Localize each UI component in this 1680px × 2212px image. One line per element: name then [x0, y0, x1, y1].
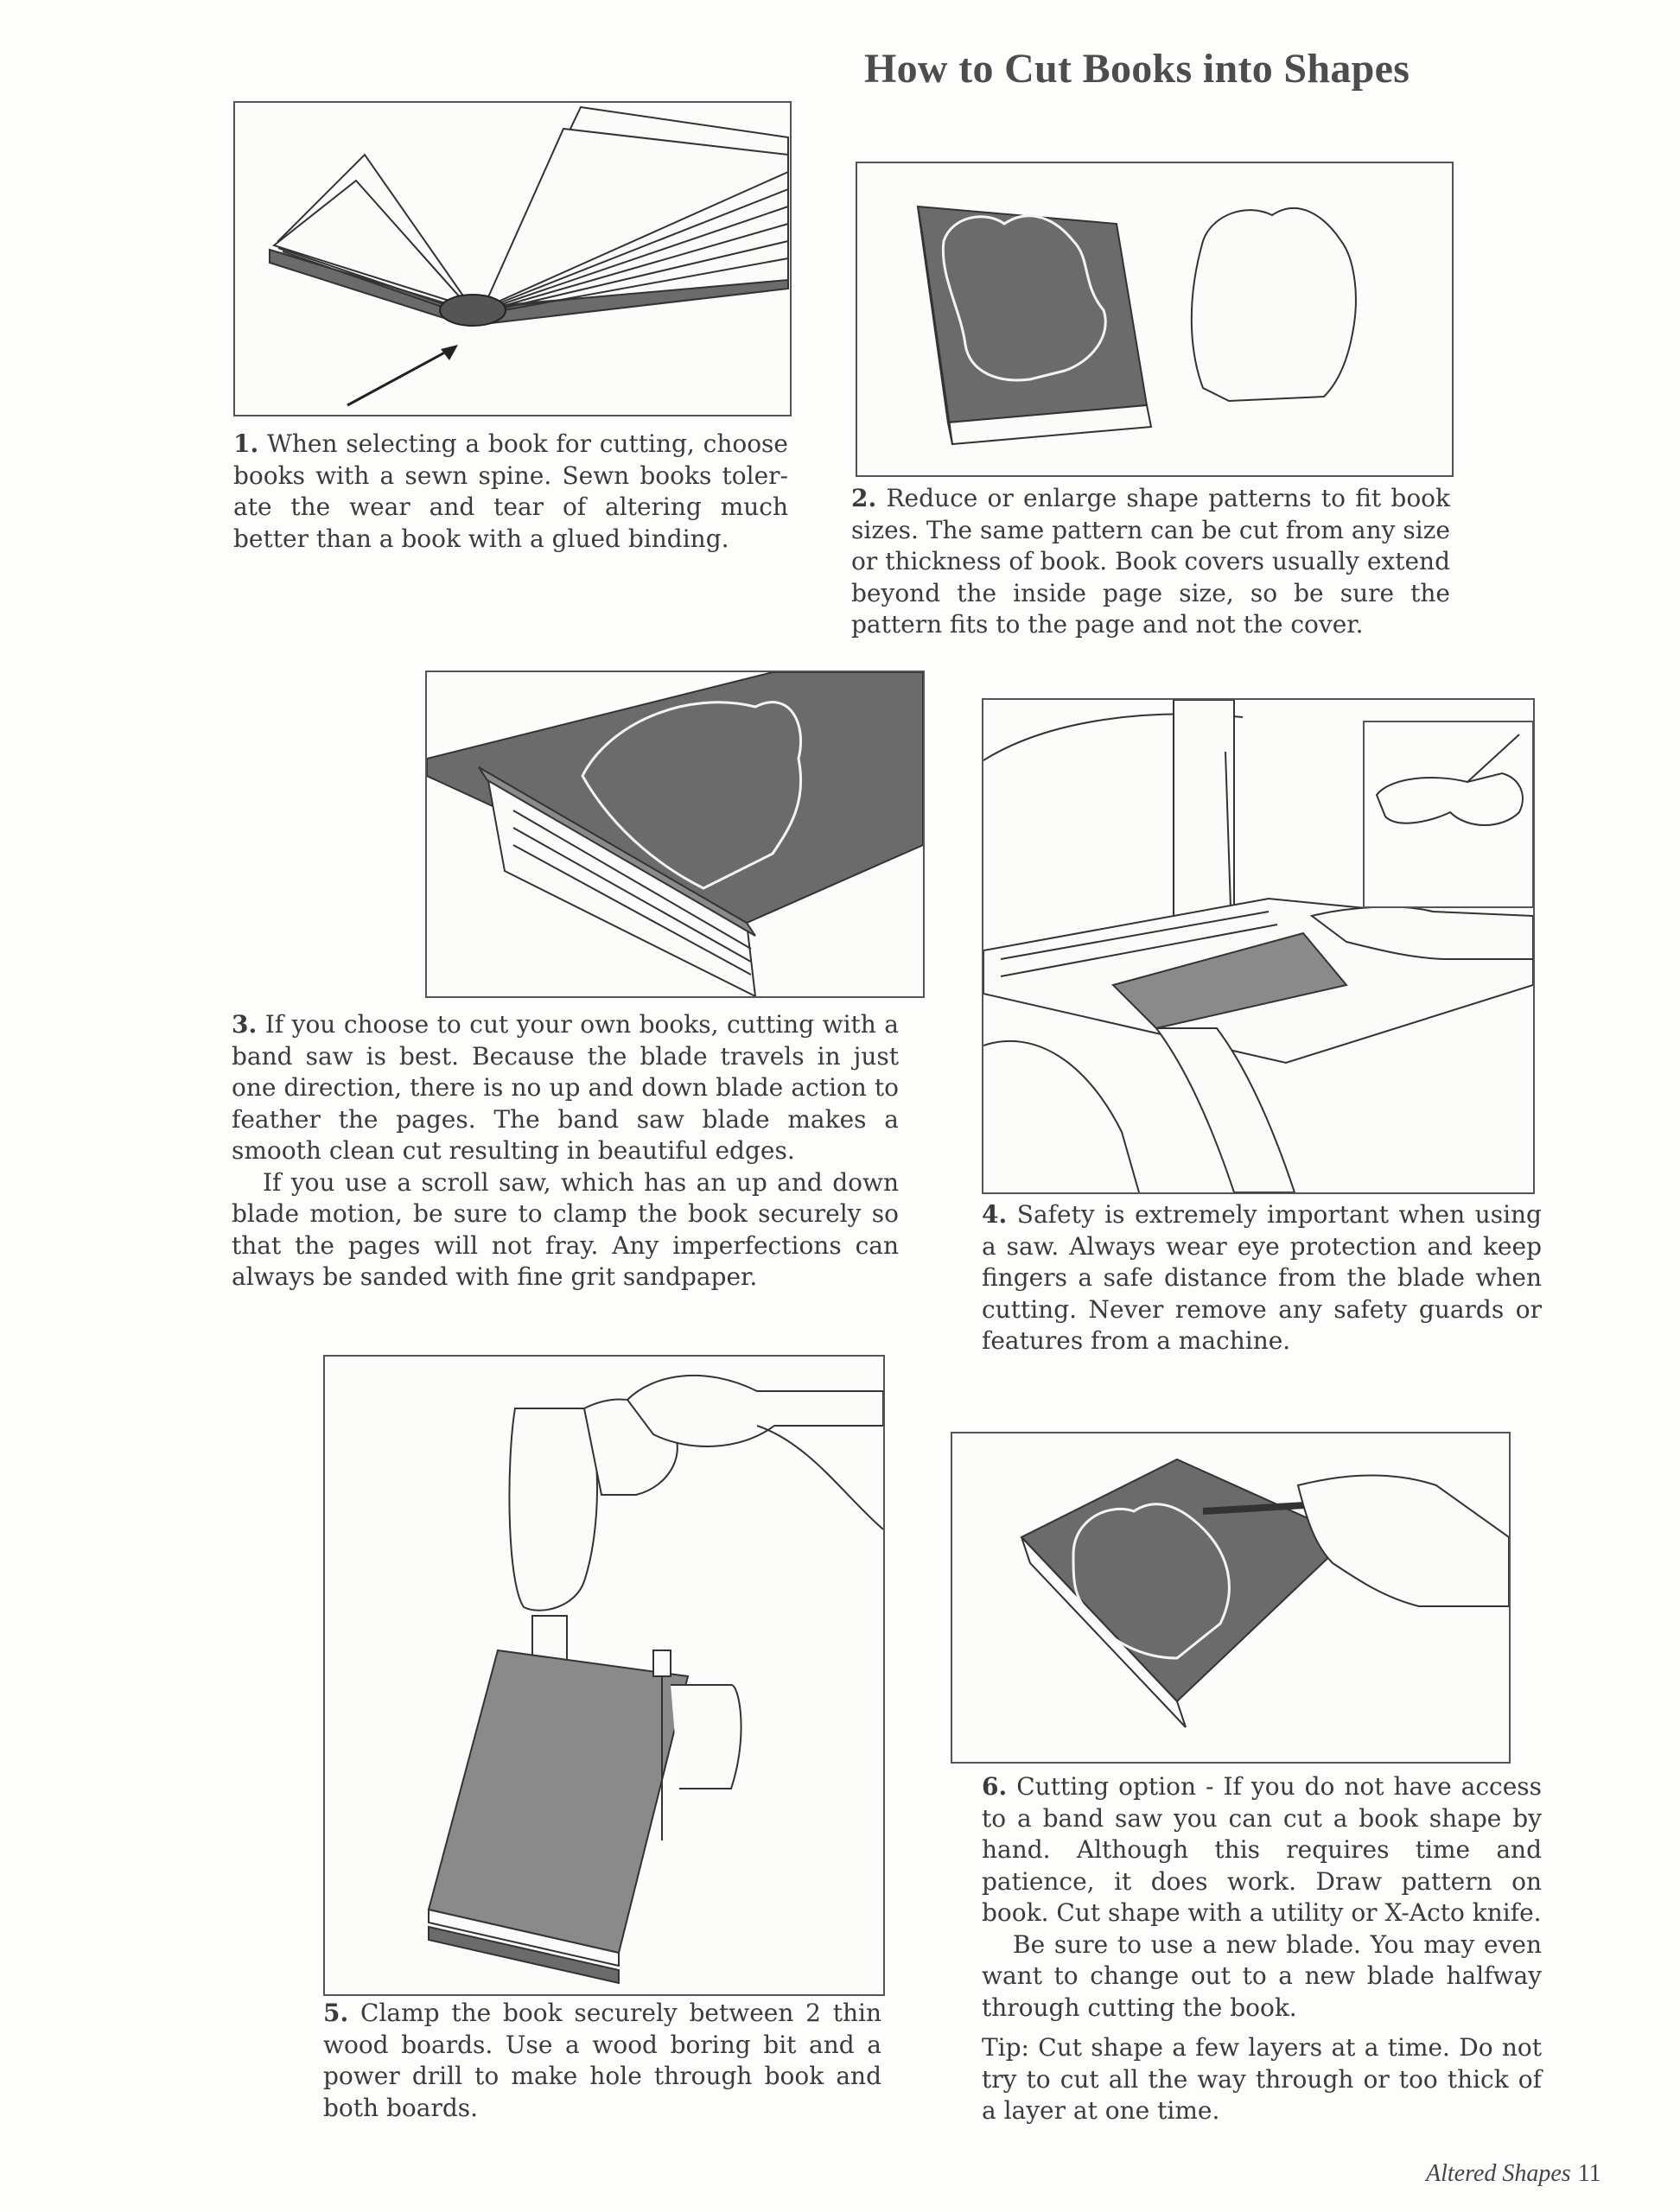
step-2-text: Reduce or enlarge shape patterns to fit book sizes. The same pattern can be cut from any size or thickness of book. Book covers usually extend beyond the inside page size, so be sure the pattern fits to the page and not the cover.: [851, 484, 1450, 639]
figure-6-knife-tracing: [951, 1432, 1511, 1764]
step-6-text-2: Be sure to use a new blade. You may even want to change out to a new blade halfway through cutting the book.: [982, 1929, 1542, 2022]
figure-1-sewn-spine: [233, 101, 792, 416]
step-1-number: 1.: [233, 429, 259, 458]
footer-section: Altered Shapes: [1426, 2160, 1571, 2187]
figure-5-drill-clamp: [323, 1355, 885, 1996]
step-3-text-1: If you choose to cut your own books, cutting with a band saw is best. Because the blade travels in just one direction, there is no up and down blade action to feather the pages. The band saw blade makes a smooth clean cut resulting in beautiful edges.: [232, 1010, 899, 1165]
figure-3-pattern-on-cover: [425, 671, 925, 998]
step-5-caption: [323, 1998, 881, 2124]
figure-2-pattern: [856, 162, 1454, 477]
step-3-caption: [232, 1009, 899, 1294]
step-2-caption: [851, 483, 1450, 641]
pattern-on-cover-icon: [427, 672, 923, 996]
sewn-spine-book-icon: [235, 103, 790, 415]
step-6-caption: [982, 1771, 1542, 2127]
step-4-text: Safety is extremely important when using a saw. Always wear eye protection and keep fingers a safe distance from the blade when cutting. Never remove any safety guards or features from a machine.: [982, 1200, 1542, 1355]
page-footer: [1426, 2160, 1651, 2188]
drill-clamp-icon: [325, 1357, 883, 1994]
step-3-text-2: If you use a scroll saw, which has an up and down blade motion, be sure to clamp the book securely so that the pages will not fray. Any imperfections can always be sanded with fine grit sandpaper.: [232, 1167, 899, 1291]
band-saw-safety-glasses-icon: [983, 700, 1533, 1192]
step-4-number: 4.: [982, 1200, 1008, 1229]
step-2-number: 2.: [851, 484, 877, 512]
page-number: 11: [1577, 2160, 1601, 2187]
step-5-number: 5.: [323, 1999, 349, 2027]
knife-tracing-icon: [952, 1433, 1509, 1762]
step-6-number: 6.: [982, 1772, 1008, 1801]
step-6-text-1: Cutting option - If you do not have access to a band saw you can cut a book shape by hand. Although this requires time and patience, it does work. Draw pattern on book. Cut shape with a utility or X-Acto knife.: [982, 1772, 1543, 1927]
hand-pattern-book-icon: [857, 163, 1452, 475]
step-4-caption: [982, 1199, 1542, 1357]
step-1-text: When selecting a book for cutting, choose books with a sewn spine. Sewn books toler-ate the wear and tear of altering much better than a book with a glued binding.: [233, 429, 789, 553]
step-6-tip: Tip: Cut shape a few layers at a time. Do not try to cut all the way through or too thick of a layer at one time.: [982, 2033, 1542, 2125]
step-3-number: 3.: [232, 1010, 258, 1039]
figure-4-band-saw: [982, 698, 1535, 1194]
step-1-caption: [233, 429, 788, 555]
page-title: How to Cut Books into Shapes: [864, 46, 1410, 92]
step-5-text: Clamp the book securely between 2 thin wood boards. Use a wood boring bit and a power drill to make hole through book and both boards.: [323, 1999, 881, 2122]
